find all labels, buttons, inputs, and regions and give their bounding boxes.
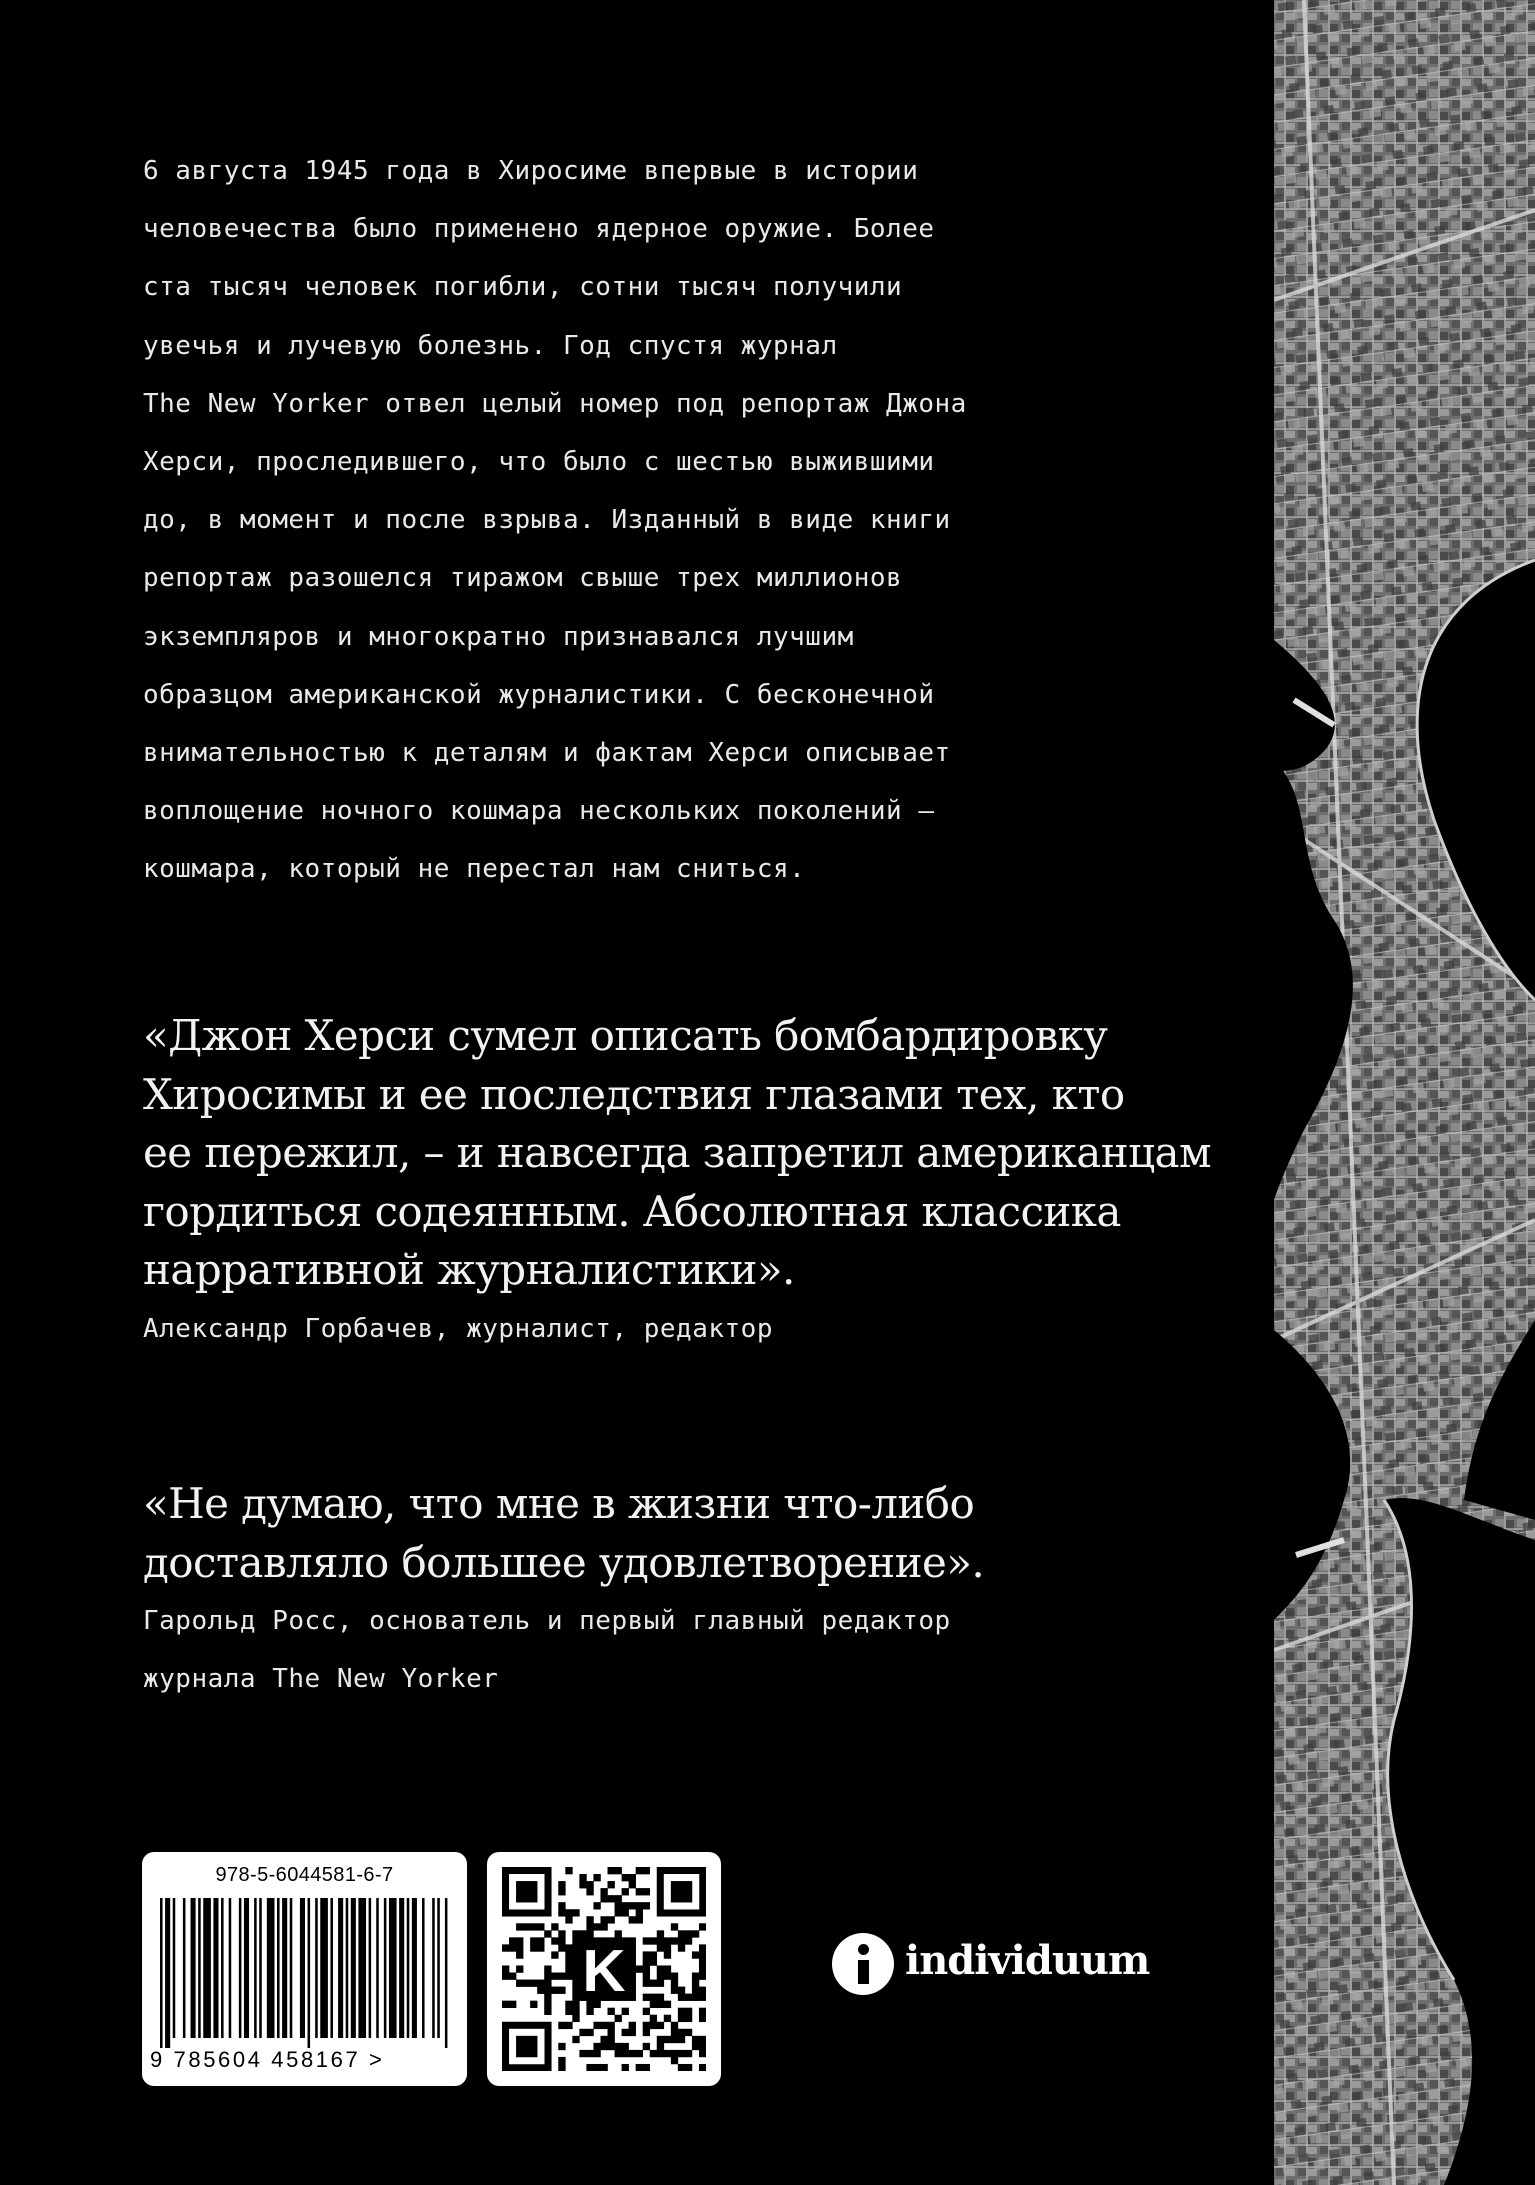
description-line: воплощение ночного кошмара нескольких поколений — bbox=[143, 796, 935, 827]
description-line: The New Yorker отвел целый номер под репортаж Джона bbox=[143, 388, 967, 419]
attribution-line: Гарольд Росс, основатель и первый главный редактор bbox=[143, 1606, 951, 1636]
description-line: репортаж разошелся тиражом свыше трех миллионов bbox=[143, 563, 903, 594]
barcode-bars bbox=[160, 1898, 450, 2048]
description-line: 6 августа 1945 года в Хиросиме впервые в истории bbox=[143, 156, 919, 186]
review-quote bbox=[143, 1007, 1243, 1300]
description-line: образцом американской журналистики. С бесконечной bbox=[143, 679, 935, 710]
description-line: человечества было применено ядерное оружие. Более bbox=[143, 214, 935, 245]
qr-code bbox=[487, 1852, 721, 2086]
description-line: внимательностью к деталям и фактам Херси описывает bbox=[143, 738, 951, 769]
barcode-digits: 9 785604 458167 > bbox=[150, 2047, 385, 2072]
quote-line: доставляло большее удовлетворение». bbox=[143, 1537, 985, 1587]
isbn-barcode bbox=[142, 1852, 467, 2086]
quote-attribution bbox=[143, 1300, 773, 1358]
aerial-map-image bbox=[1274, 0, 1535, 2185]
description-line: ста тысяч человек погибли, сотни тысяч получили bbox=[143, 272, 903, 303]
quote-line: «Не думаю, что мне в жизни что-либо bbox=[143, 1479, 975, 1528]
description-line: экземпляров и многократно признавался лучшим bbox=[143, 621, 854, 652]
quote-line: ее пережил, – и навсегда запретил американцам bbox=[143, 1128, 1212, 1177]
quote-line: гордиться содеянным. Абсолютная классика bbox=[143, 1186, 1121, 1236]
description-line: до, в момент и после взрыва. Изданный в виде книги bbox=[143, 505, 951, 536]
book-description bbox=[143, 142, 1253, 899]
quote-line: «Джон Херси сумел описать бомбардировку bbox=[143, 1011, 1108, 1060]
isbn-number: 978-5-6044581-6-7 bbox=[215, 1864, 394, 1886]
description-line: кошмара, который не перестал нам сниться. bbox=[143, 854, 806, 885]
qr-code-icon bbox=[502, 1867, 706, 2071]
svg-text:K: K bbox=[582, 1936, 626, 2004]
publisher-name: individuum bbox=[905, 1937, 1150, 1984]
quote-line: Хиросимы и ее последствия глазами тех, кто bbox=[143, 1069, 1125, 1119]
description-line: Херси, проследившего, что было с шестью выжившими bbox=[143, 447, 935, 478]
quote-line: нарративной журналистики». bbox=[143, 1245, 795, 1294]
info-i-icon bbox=[832, 1933, 894, 1995]
description-line: увечья и лучевую болезнь. Год спустя журнал bbox=[143, 330, 838, 361]
attribution-line: Александр Горбачев, журналист, редактор bbox=[143, 1314, 773, 1344]
review-quote bbox=[143, 1475, 1243, 1592]
quote-attribution bbox=[143, 1592, 951, 1708]
attribution-line: журнала The New Yorker bbox=[143, 1664, 499, 1694]
